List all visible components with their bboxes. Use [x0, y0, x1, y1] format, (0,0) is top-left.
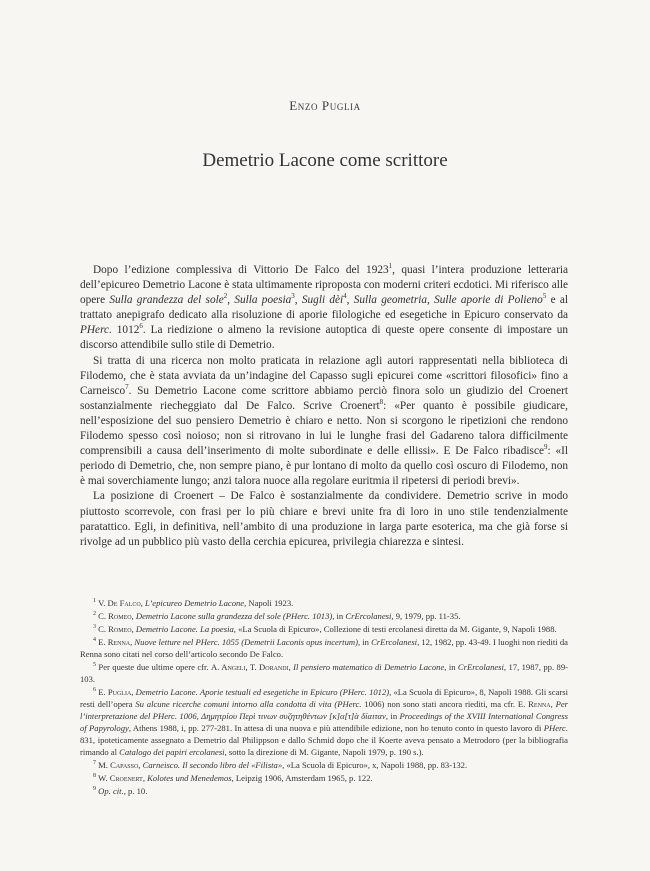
footnote-4 — [80, 637, 568, 661]
text-run: , 12, 1982, pp. 43-49. I luoghi non riediti da Renna sono citati nel corso dell’articolo secondo De Falco. — [80, 637, 568, 660]
footnote-8 — [80, 773, 568, 785]
text-run: , — [550, 699, 556, 710]
italic-title: Sulla geometria, Sulle aporie di Polieno — [353, 294, 543, 307]
author-ref: E. Puglia — [98, 687, 132, 698]
text-run: , 17, 1987, pp. 89-103. — [80, 662, 568, 685]
text-run: Dopo l’edizione complessiva di Vittorio De Falco del 1923 — [93, 264, 389, 276]
footnote-number: 2 — [93, 611, 96, 618]
text-run: , p. 10. — [123, 786, 148, 797]
article-body — [80, 263, 568, 550]
text-run: , «La Scuola di Epicuro», 8, Napoli 1988. Gli scarsi resti dell’opera — [80, 687, 569, 710]
text-run: , — [131, 624, 136, 635]
text-run: Si tratta di una ricerca non molto praticata in relazione agli autori rappresentati nella biblioteca di Filodemo, che è stata avviata da un’indagine del Capasso sugli epicurei come «scrittori filosofici» fino a Carneisco — [80, 354, 568, 397]
footnote-number: 9 — [93, 786, 96, 793]
footnote-ref: 4 — [343, 292, 347, 301]
italic-title: CrErcolanesi — [457, 662, 504, 673]
footnote-number: 5 — [93, 662, 96, 669]
footnote-ref: 2 — [223, 292, 228, 301]
text-run: 831, ipoteticamente assegnato a Demetrio dal Philippson e dallo Schmid dopo che il Koerte aveva pensato a Metrodoro (per la bibliografia rimando al — [80, 734, 568, 757]
text-run: , quasi l’intera produzione letteraria dell’epicureo Demetrio Lacone è stata ultimamente riproposta con moderni criteri ecdotici. Mi riferisco alle opere — [80, 264, 568, 307]
footnote-number: 7 — [93, 760, 96, 767]
italic-title: Kolotes und Menedemos — [147, 773, 232, 783]
text-run: 1006) non sono stati ancora riediti, ma cfr. — [361, 699, 518, 710]
italic-title: PHerc. — [80, 324, 112, 337]
italic-title: Il pensiero matematico di Demetrio Lacone — [293, 662, 445, 673]
text-run: , «La Scuola di Epicuro», Collezione di testi ercolanesi diretta da M. Gigante, 9, Napoli 1988. — [233, 624, 557, 635]
footnote-ref: 7 — [125, 382, 129, 391]
footnote-number: 3 — [93, 624, 96, 631]
author-ref: M. Capasso — [98, 759, 139, 770]
italic-title: L’epicureo Demetrio Lacone — [144, 598, 245, 608]
author-ref: W. Croenert — [98, 773, 143, 783]
italic-title: Op. cit. — [98, 786, 124, 797]
italic-title: PHerc. — [543, 723, 568, 733]
footnote-ref: 6 — [139, 322, 143, 331]
italic-title: CrErcolanesi — [371, 637, 418, 648]
text-run: . Su Demetrio Lacone come scrittore abbiamo perciò finora solo un giudizio del Croenert sostanzialmente riecheggiato dal De Falco. Scrive Croenert — [80, 384, 568, 412]
text-run: , Athens 1988, i, pp. 277-281. In attesa di una nuova e più attendibile edizione, non ho tenuto conto in questo lavoro di — [128, 723, 544, 733]
text-run: , — [140, 598, 145, 608]
footnote-ref: 5 — [542, 292, 547, 301]
text-run: 1012 — [111, 324, 140, 337]
italic-title: Demetrio Lacone. Aporie testuali ed esegetiche in Epicuro (PHerc. 1012) — [135, 687, 390, 698]
italic-title: Sugli dèi — [301, 294, 344, 307]
text-run: , — [288, 662, 294, 673]
italic-title: Demetrio Lacone. La poesia — [135, 624, 234, 635]
text-run: , Napoli 1923. — [244, 598, 294, 608]
italic-title: CrErcolanesi — [345, 611, 392, 622]
footnote-5 — [80, 662, 568, 686]
text-run: , in — [385, 711, 400, 722]
italic-title: Sulla poesia — [234, 294, 292, 307]
footnote-ref: 9 — [543, 443, 548, 452]
italic-title: Proceedings of the XVIII International Congress of Papyrology — [80, 711, 568, 733]
italic-title: Carneisco. Il secondo libro del «Filista» — [142, 759, 283, 770]
italic-title: Catalogo dei papiri ercolanesi — [119, 746, 225, 757]
italic-title: Sulla grandezza del sole — [109, 294, 224, 307]
footnote-ref: 8 — [379, 398, 384, 407]
footnote-3 — [80, 624, 568, 636]
footnote-1 — [80, 598, 568, 610]
text-run: , — [131, 611, 136, 622]
author-ref: A. Angeli, T. Dorandi — [210, 662, 289, 673]
italic-title: Demetrio Lacone sulla grandezza del sole (PHerc. 1013) — [135, 611, 333, 622]
author-ref: C. Romeo — [98, 624, 132, 635]
author-ref: C. Romeo — [98, 611, 132, 622]
text-run: , sotto la direzione di M. Gigante, Napoli 1979, p. 190 s.). — [224, 746, 424, 757]
text-run: : «Per quanto è possibile giudicare, nell’esposizione del suo pensiero Demetrio è chiaro e netto. Non si scorgono le ripetizioni che rendono Filodemo spesso così noioso; non si ritrovano in lui le lunghe frasi del Gadareno talora difficilmente comprensibili a causa dell’inserimento di molte subordinate e delle ellissi». E De Falco ribadisce — [80, 399, 568, 458]
italic-title: Nuove letture nel PHerc. 1055 (Demetrii Laconis opus incertum) — [134, 637, 358, 648]
footnote-number: 4 — [93, 637, 96, 644]
author-ref: E. Renna — [98, 637, 131, 648]
text-run: Per queste due ultime opere cfr. — [98, 662, 211, 673]
footnote-number: 1 — [93, 598, 96, 605]
text-run: , in — [444, 662, 458, 673]
text-run: e al trattato anepigrafo dedicato alla risoluzione di aporie filologiche ed esegetiche in Epicuro conservato da — [80, 294, 568, 322]
text-run: , — [130, 637, 135, 648]
footnote-6 — [80, 687, 568, 758]
footnotes — [80, 598, 568, 799]
footnote-9 — [80, 786, 568, 798]
text-run: , — [294, 294, 302, 307]
text-run: , — [227, 294, 235, 307]
author-ref: E. Renna — [517, 699, 551, 710]
paragraph-2 — [80, 354, 568, 490]
text-run: , — [142, 773, 148, 783]
text-run: : «Il periodo di Demetrio, che, non sempre piano, è pur lontano di molto da quello così oscuro di Filodemo, non è mai soverchiamente lungo; anzi talora nuoce alla regolare euritmia il ripetersi di periodi brevi». — [80, 445, 568, 488]
text-run: , Leipzig 1906, Amsterdam 1965, p. 122. — [231, 773, 373, 783]
text-run: , in — [332, 611, 346, 622]
text-run: , in — [357, 637, 372, 648]
footnote-ref: 3 — [291, 292, 295, 301]
italic-title: Su alcune ricerche comuni intorno alla condotta di vita (PHerc. — [135, 699, 362, 710]
text-run: , — [346, 294, 354, 307]
text-run: , — [138, 759, 143, 770]
paragraph-1 — [80, 263, 568, 354]
footnote-number: 6 — [93, 687, 96, 694]
italic-title: Per l’interpretazione del PHerc. 1006, Δημητρίου Περὶ τινων συζητηθέντων [κ]α[τ]ὰ δίαιταν — [80, 699, 568, 722]
footnote-ref: 1 — [388, 262, 393, 271]
text-run: , 9, 1979, pp. 11-35. — [391, 611, 461, 622]
paragraph-3: La posizione di Croenert – De Falco è sostanzialmente da condividere. Demetrio scrive in modo piuttosto scorrevole, con frasi per lo più chiare e brevi unite fra di loro in uno stile tendenzialmente paratattico. Egli, in definitiva, nell’ambito di una produzione in larga parte esoterica, ma che già forse si rivolge ad un pubblico più vasto della cerchia epicurea, privilegia chiarezza e sintesi. — [80, 490, 568, 548]
text-run: , — [131, 687, 136, 698]
article-title: Demetrio Lacone come scrittore — [202, 150, 448, 171]
footnote-number: 8 — [93, 773, 96, 780]
author-ref: V. De Falco — [98, 598, 141, 608]
footnote-7 — [80, 760, 568, 772]
text-run: , «La Scuola di Epicuro», x, Napoli 1988, pp. 83-132. — [282, 759, 468, 770]
text-run: . La riedizione o almeno la revisione autoptica di queste opere consente di impostare un discorso attendibile sullo stile di Demetrio. — [80, 324, 568, 352]
author-name: Enzo Puglia — [289, 98, 361, 113]
footnote-2 — [80, 611, 568, 623]
